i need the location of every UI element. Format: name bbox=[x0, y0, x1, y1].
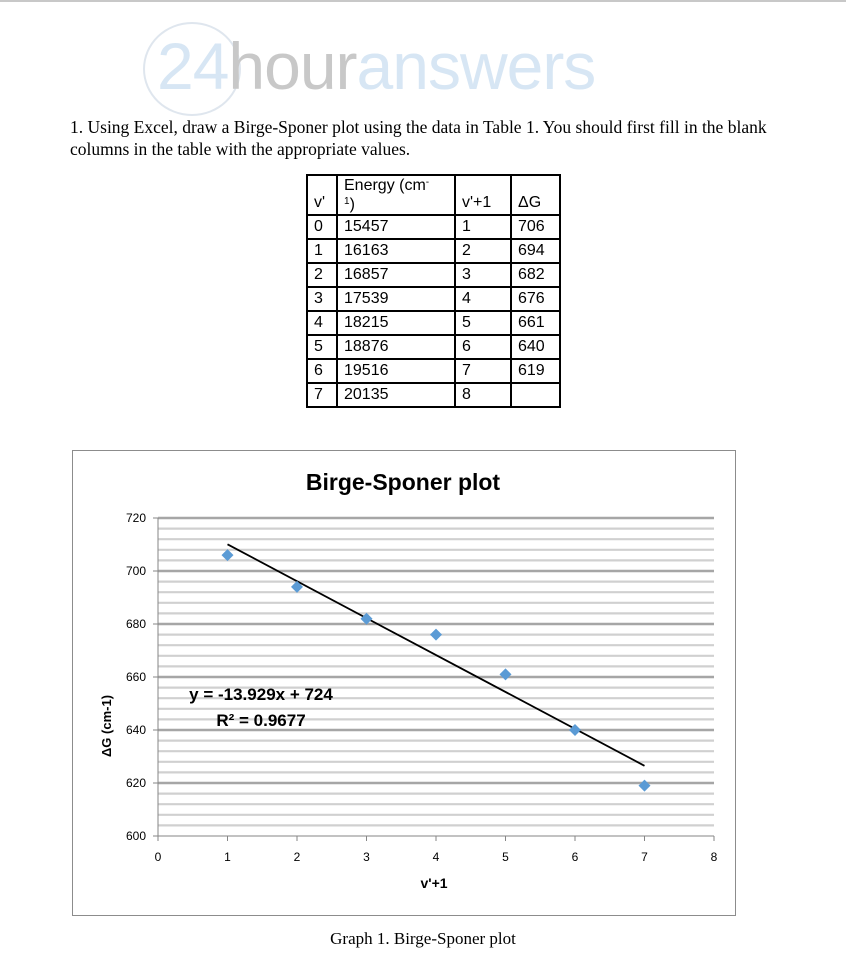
cell-energy: 17539 bbox=[337, 287, 455, 311]
table-row bbox=[307, 287, 560, 311]
table-row bbox=[307, 215, 560, 239]
x-tick-label: 4 bbox=[432, 850, 440, 864]
y-tick-label: 720 bbox=[125, 511, 146, 525]
cell-v: 5 bbox=[307, 335, 337, 359]
y-axis-label: ΔG (cm-1) bbox=[99, 694, 114, 758]
x-tick-label: 8 bbox=[710, 850, 718, 864]
cell-v: 7 bbox=[307, 383, 337, 407]
header-vplus1: v'+1 bbox=[455, 175, 511, 215]
cell-v: 0 bbox=[307, 215, 337, 239]
y-tick-label: 660 bbox=[125, 670, 146, 684]
header-energy-close: ) bbox=[349, 196, 355, 213]
table-row bbox=[307, 239, 560, 263]
cell-dg: 676 bbox=[511, 287, 560, 311]
cell-energy: 15457 bbox=[337, 215, 455, 239]
cell-energy: 16163 bbox=[337, 239, 455, 263]
x-tick-label: 3 bbox=[363, 850, 370, 864]
x-tick-label: 5 bbox=[502, 850, 509, 864]
cell-vplus1: 8 bbox=[455, 383, 511, 407]
points-layer bbox=[222, 549, 651, 792]
chart-frame bbox=[72, 450, 736, 916]
grid-layer bbox=[158, 518, 714, 825]
cell-dg: 640 bbox=[511, 335, 560, 359]
cell-vplus1: 2 bbox=[455, 239, 511, 263]
table-header-row bbox=[307, 175, 560, 215]
table-row bbox=[307, 311, 560, 335]
cell-vplus1: 5 bbox=[455, 311, 511, 335]
y-tick-label: 640 bbox=[125, 723, 146, 737]
graph-caption: Graph 1. Birge-Sponer plot bbox=[330, 929, 516, 948]
cell-dg: 682 bbox=[511, 263, 560, 287]
cell-energy: 18215 bbox=[337, 311, 455, 335]
cell-vplus1: 1 bbox=[455, 215, 511, 239]
cell-vplus1: 3 bbox=[455, 263, 511, 287]
table-row bbox=[307, 383, 560, 407]
cell-vplus1: 7 bbox=[455, 359, 511, 383]
y-tick-label: 600 bbox=[125, 829, 146, 843]
header-energy-sup-one: 1 bbox=[344, 196, 350, 207]
table-row bbox=[307, 335, 560, 359]
y-tick-label: 700 bbox=[125, 564, 146, 578]
chart-title: Birge-Sponer plot bbox=[305, 469, 501, 495]
cell-energy: 16857 bbox=[337, 263, 455, 287]
header-dg: ΔG bbox=[511, 175, 560, 215]
r-squared-label: R² = 0.9677 bbox=[216, 711, 306, 730]
x-tick-label: 6 bbox=[571, 850, 579, 864]
header-v: v' bbox=[307, 175, 337, 215]
top-divider bbox=[0, 0, 846, 2]
birge-sponer-chart bbox=[73, 451, 737, 917]
cell-energy: 18876 bbox=[337, 335, 455, 359]
logo-word-answers: answers bbox=[356, 29, 596, 103]
cell-dg: 706 bbox=[511, 215, 560, 239]
question-text: 1. Using Excel, draw a Birge-Sponer plot using the data in Table 1. You should first fill in the blank columns in the table with the appropriate values. bbox=[70, 117, 767, 159]
trendline-equation: y = -13.929x + 724 bbox=[189, 685, 333, 704]
cell-energy: 20135 bbox=[337, 383, 455, 407]
cell-dg: 694 bbox=[511, 239, 560, 263]
header-energy-sup-minus: - bbox=[425, 177, 430, 188]
cell-v: 4 bbox=[307, 311, 337, 335]
watermark-logo bbox=[143, 22, 703, 102]
table-row bbox=[307, 359, 560, 383]
cell-dg: 661 bbox=[511, 311, 560, 335]
x-tick-label: 2 bbox=[293, 850, 301, 864]
y-tick-label: 620 bbox=[125, 776, 146, 790]
data-point bbox=[430, 629, 442, 641]
cell-dg bbox=[511, 383, 560, 407]
x-tick-label: 0 bbox=[154, 850, 162, 864]
cell-energy: 19516 bbox=[337, 359, 455, 383]
data-point bbox=[639, 780, 651, 792]
cell-vplus1: 6 bbox=[455, 335, 511, 359]
table-row bbox=[307, 263, 560, 287]
cell-vplus1: 4 bbox=[455, 287, 511, 311]
data-table bbox=[306, 174, 561, 408]
y-tick-label: 680 bbox=[125, 617, 146, 631]
cell-v: 2 bbox=[307, 263, 337, 287]
cell-dg: 619 bbox=[511, 359, 560, 383]
header-energy bbox=[337, 175, 455, 215]
logo-number: 24 bbox=[157, 29, 229, 103]
logo-text bbox=[157, 26, 595, 106]
x-tick-label: 1 bbox=[224, 850, 231, 864]
data-point bbox=[500, 668, 512, 680]
x-tick-label: 7 bbox=[641, 850, 648, 864]
cell-v: 3 bbox=[307, 287, 337, 311]
logo-word-hour: hour bbox=[228, 29, 357, 103]
cell-v: 1 bbox=[307, 239, 337, 263]
header-energy-text: Energy (cm bbox=[344, 177, 426, 194]
x-axis-label: v'+1 bbox=[420, 875, 448, 891]
cell-v: 6 bbox=[307, 359, 337, 383]
